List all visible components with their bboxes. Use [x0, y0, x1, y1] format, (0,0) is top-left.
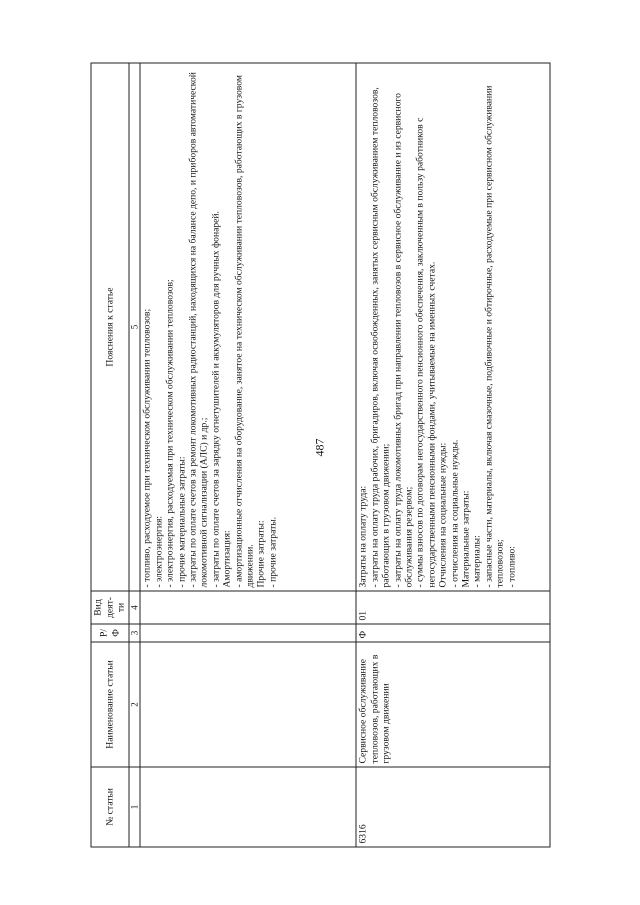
- table-row: [140, 63, 356, 847]
- header-rf: Р/ Ф: [91, 624, 129, 642]
- article-number-cell: 6316: [356, 767, 550, 847]
- activity-type-cell: 01: [356, 591, 550, 624]
- column-number: 5: [129, 63, 140, 591]
- explanation-line: - топливо:: [505, 545, 517, 587]
- rf-cell: [140, 624, 356, 642]
- table-header-row: [91, 63, 129, 847]
- explanation-line: - затраты на оплату труда рабочих, бригадиров, включая освобожденных, занятых сервисным обслуживанием тепловозов, работающих в грузовом движении;: [368, 86, 392, 587]
- explanation-line: Материальные затраты:: [460, 490, 472, 587]
- explanation-line: - электроэнергия, расходуемая при техническом обслуживании тепловозов;: [164, 278, 176, 587]
- explanation-line: Затраты на оплату труда:: [357, 485, 369, 587]
- header-article-name: Наименование статьи: [91, 642, 129, 767]
- explanation-line: - прочие материальные затраты:: [175, 455, 187, 587]
- explanation-line: Прочие затраты:: [255, 519, 267, 587]
- article-name-cell: Сервисное обслуживание тепловозов, работающих в грузовом движении: [356, 642, 550, 767]
- explanation-line: - затраты на оплату труда локомотивных бригад при направлении тепловозов в сервисное обслуживание и из сервисного обслуживания резервом;: [391, 92, 415, 587]
- column-number: 1: [129, 767, 140, 847]
- explanation-line: - электроэнергия:: [152, 515, 164, 587]
- header-explanations: Пояснения к статье: [91, 63, 129, 591]
- header-activity-type: Вид деят-ти: [91, 591, 129, 624]
- explanation-line: - запасные части, материалы, включая смазочные, подбивочные и обтирочные, расходуемые при сервисном обслуживании тепловозов;: [482, 85, 506, 587]
- explanation-cell: [140, 63, 356, 591]
- article-name-cell: [140, 642, 356, 767]
- header-article-number: № статьи: [91, 767, 129, 847]
- explanation-line: - затраты по оплате счетов за зарядку огнетушителей и аккумуляторов для ручных фонарей.: [209, 210, 221, 587]
- page-number: 487: [312, 438, 327, 457]
- explanation-line: - суммы взносов по договорам негосударственного пенсионного обеспечения, заключенным в пользу работников с негосударственными пенсионными фондами, учитываемые на именных счетах.: [414, 117, 437, 587]
- column-number: 2: [129, 642, 140, 767]
- table-row: [356, 63, 550, 847]
- explanation-line: - затраты по оплате счетов за ремонт локомотивных радиостанций, находящихся на балансе депо, и приборов автоматической локомотивной сигнализации (АЛС) и др.;: [186, 71, 210, 587]
- rotated-table-container: [90, 62, 550, 847]
- explanation-line: Амортизация:: [221, 529, 233, 587]
- explanation-line: - амортизационные отчисления на оборудование, занятое на техническом обслуживании тепловозов, работающих в грузовом движении.: [232, 74, 256, 587]
- articles-table: [90, 62, 550, 847]
- activity-type-cell: [140, 591, 356, 624]
- column-number-row: [129, 63, 140, 847]
- explanation-line: Отчисления на социальные нужды:: [437, 442, 449, 587]
- explanation-cell: [356, 63, 550, 591]
- column-number: 4: [129, 591, 140, 624]
- explanation-line: - материалы:: [471, 534, 483, 587]
- explanation-line: - топливо, расходуемое при техническом обслуживании тепловозов;: [141, 308, 153, 587]
- article-number-cell: [140, 767, 356, 847]
- rf-cell: Ф: [356, 624, 550, 642]
- explanation-line: - отчисления на социальные нужды.: [448, 439, 460, 587]
- explanation-line: - прочие затраты.: [266, 516, 278, 587]
- column-number: 3: [129, 624, 140, 642]
